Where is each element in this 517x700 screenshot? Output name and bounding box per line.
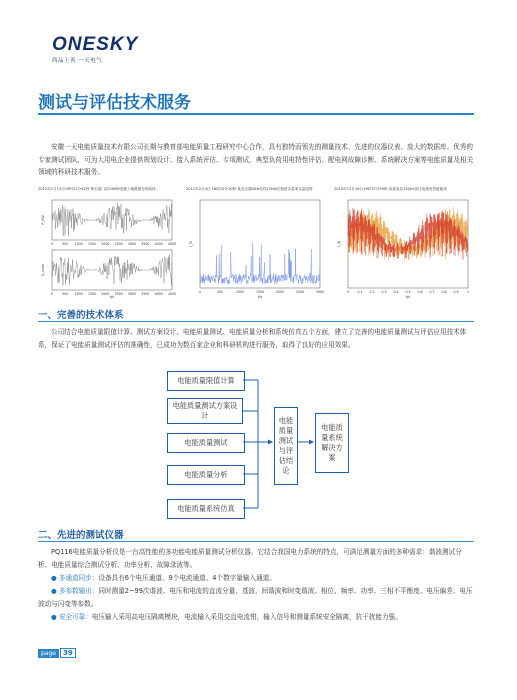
intro-paragraph: 安徽一天电能质量技术有限公司长期与教育部电能质量工程研究中心合作，具有独特而领先的测量技术、先进的仪器仪表、庞大的数据库、优秀的专家测试团队，可为大用电企业提供规划设计、接入系统评估、专项测试、典型负荷用电特性评估、配电网故障诊断、系统解决方案等电能质量及相关领域的科研技术服务。 <box>38 143 474 176</box>
page-footer <box>38 648 76 658</box>
chart1-axes-tick-label: 2500 <box>114 292 123 296</box>
logo-text: ONESKY <box>52 34 139 55</box>
chart1-axes-tick-label: 0 <box>50 292 54 296</box>
section2-divider <box>38 541 474 542</box>
chart1-axes-tick-label: 2500 <box>114 242 123 246</box>
chart-1-plot <box>38 192 178 300</box>
chart1-axes-tick-label: 1500 <box>87 292 97 296</box>
feature-text: 电压输入采用高电压隔离模块，电流输入采用交直电流钳，输入信号和测量系统安全隔离，抗干扰能力强。 <box>91 613 402 621</box>
chart-2 <box>186 187 326 299</box>
chart1-axes-tick-label: 4500 <box>167 242 177 246</box>
chart3-axes-tick-label: 0.8 <box>441 290 447 294</box>
feature-bullet <box>38 611 474 624</box>
chart1-ylabel: P_kW <box>41 215 45 225</box>
chart3-axes-tick-label: 0.9 <box>453 290 459 294</box>
chart1-axes-tick-label: 2000 <box>101 242 110 246</box>
logo-tagline: 尚品上善 一天电气 <box>52 58 103 64</box>
section2-heading: 二、先进的测试仪器 <box>38 530 124 541</box>
chart-2-title: 2011年2月4日 18时10分10秒 某变压器40#电线12kW次谐波含量率含量趋势 <box>186 187 313 191</box>
chart1-axes-tick-label: 1500 <box>87 242 97 246</box>
diagram-box-limit: 电能质量限值计算 <box>167 371 245 391</box>
bullet-dot-icon: ● <box>51 613 59 621</box>
chart-3-plot <box>334 192 474 300</box>
chart1-axes-tick-label: 2000 <box>101 292 110 296</box>
chart-3-title: 2010年12月16日19时37分50秒 某某电站150kV高压电流有效值曲线 <box>334 187 447 191</box>
diagram-box-analysis: 电能质量分析 <box>167 465 245 485</box>
chart2-axes-tick-label: 500 <box>216 290 224 294</box>
feature-keyword: 安全可靠： <box>58 613 92 621</box>
chart3-ylabel: I_/A <box>337 240 341 248</box>
page-number: 39 <box>60 648 76 658</box>
diagram-box-solution: 电能质量系统解决方案 <box>315 413 349 473</box>
brand-logo <box>52 34 138 64</box>
chart1-axes-tick-label: 4000 <box>154 242 163 246</box>
title-divider <box>38 113 474 115</box>
feature-bullet <box>38 572 474 585</box>
chart2-axes-tick-label: 3000 <box>315 290 325 294</box>
chart3-axes-tick-label: 0 <box>346 290 350 294</box>
chart1-axes-tick-label: 4500 <box>167 292 177 296</box>
chart2-trace <box>200 243 320 285</box>
section1-divider <box>38 321 474 322</box>
chart1-axes-tick-label: 0 <box>50 242 54 246</box>
section2-paragraph: PQ116电能质量分析仪是一台高性能的多功能电能质量测试分析仪器。它结合我国电力系统的特点，可满足测量方面的多种需求：谐波测试分析、电能质量综合测试分析、功率分析、故障录波等。 <box>38 548 462 569</box>
chart1-axes-frame <box>52 250 172 290</box>
chart1-axes-tick-label: 500 <box>62 242 69 246</box>
section1-heading: 一、完善的技术体系 <box>38 310 124 321</box>
page-label: page <box>38 649 59 658</box>
chart1-axes-tick-label: 1000 <box>74 292 83 296</box>
chart1-axes-tick-label: 1000 <box>74 242 83 246</box>
chart1-ylabel: Q_kvar <box>41 263 45 277</box>
chart1-axes-tick-label: 500 <box>62 292 69 296</box>
chart2-axes-tick-label: 1000 <box>235 290 245 294</box>
diagram-box-sim: 电能质量系统仿真 <box>167 499 245 519</box>
bullet-dot-icon: ● <box>51 587 59 595</box>
chart2-xlabel: t/s <box>257 295 263 299</box>
chart-1 <box>38 187 178 299</box>
chart1-axes-tick-label: 3500 <box>141 292 150 296</box>
chart1-trace <box>52 203 172 236</box>
chart3-axes-tick-label: 0.4 <box>393 290 399 294</box>
bullet-dot-icon: ● <box>51 574 59 582</box>
chart3-axes-tick-label: 0.3 <box>381 290 387 294</box>
section1-paragraph: 公司结合电能质量限值计算、测试方案设计、电能质量测试、电能质量分析和系统仿真五个方面，建立了完善的电能质量测试与评估应用技术体系，保证了电能质量测试评估的准确性，已成功为数百家企业和科研机构进行服务，取得了良好的应用效果。 <box>38 328 467 349</box>
chart2-ylabel: I_% <box>189 240 193 248</box>
chart1-xlabel: t/s <box>109 295 115 299</box>
feature-text: 设备具有6个电压通道、9个电流通道、4个数字量输入通道。 <box>98 574 276 582</box>
chart2-axes-tick-label: 2000 <box>275 290 285 294</box>
chart-2-plot <box>186 192 326 300</box>
chart3-axes-tick-label: 0.5 <box>405 290 411 294</box>
chart3-axes-tick-label: 0.7 <box>429 290 435 294</box>
chart3-axes-tick-label: 0.2 <box>369 290 375 294</box>
feature-text: 同时测量2~99次谐波、电压和电流的直流分量、基波、间谐波和时变谐波、相位、频率、功率、三相不平衡度、电压偏差、电压波动与闪变等参数。 <box>38 587 473 608</box>
chart3-axes-tick-label: 1 <box>466 290 470 294</box>
page-title: 测试与评估技术服务 <box>38 93 191 113</box>
chart2-axes-tick-label: 2500 <box>295 290 305 294</box>
chart1-axes-tick-label: 4000 <box>154 292 163 296</box>
chart2-axes-tick-label: 1500 <box>255 290 265 294</box>
chart-1-title: 2012年1月13日19时22分42秒 黄石某门店24MW变频工地数据分析曲线 <box>38 187 156 191</box>
chart2-axes-tick-label: 0 <box>198 290 202 294</box>
charts-row <box>38 187 474 301</box>
chart-3 <box>334 187 474 299</box>
diagram-box-test: 电能质量测试 <box>167 433 245 453</box>
feature-keyword: 多参数输出： <box>58 587 99 595</box>
chart3-axes-tick-label: 0.6 <box>417 290 423 294</box>
feature-bullet <box>38 585 474 611</box>
chart1-axes-tick-label: 3000 <box>127 242 137 246</box>
chart1-axes-tick-label: 3500 <box>141 242 150 246</box>
feature-keyword: 多通道同步： <box>58 574 99 582</box>
chart1-axes-tick-label: 3000 <box>127 292 137 296</box>
diagram-box-conclusion: 电能质量测试与评估结论 <box>274 407 298 485</box>
chart3-axes-tick-label: 0.1 <box>357 290 363 294</box>
chart3-xlabel: t/s <box>405 295 411 299</box>
diagram-box-plan: 电能质量测试方案设计 <box>167 398 243 424</box>
chart1-trace <box>52 254 172 285</box>
